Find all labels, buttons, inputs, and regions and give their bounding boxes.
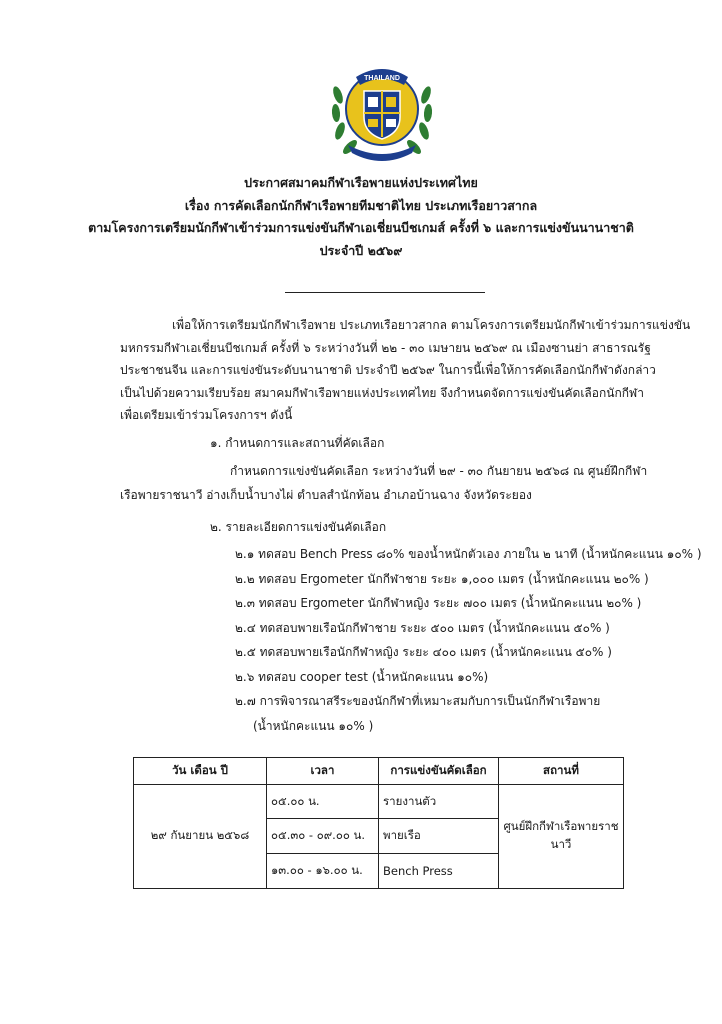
logo-banner-text: THAILAND — [364, 75, 400, 82]
rowing-association-seal-icon — [326, 55, 438, 167]
intro-paragraph — [120, 314, 690, 427]
list-item: ๒.๓ ทดสอบ Ergometer นักกีฬาหญิง ระยะ ๗๐๐ เมตร (น้ำหนักคะแนน ๒๐% ) — [235, 596, 642, 610]
intro-line: เพื่อให้การเตรียมนักกีฬาเรือพาย ประเภทเรือยาวสากล ตามโครงการเตรียมนักกีฬาเข้าร่วมการแข่งขัน — [172, 318, 691, 332]
table-header-row — [134, 758, 624, 785]
column-header-time: เวลา — [267, 758, 379, 785]
header-line-3: ตามโครงการเตรียมนักกีฬาเข้าร่วมการแข่งขันกีฬาเอเชี่ยนบีชเกมส์ ครั้งที่ ๖ และการแข่งขันนานาชาติ — [88, 220, 634, 235]
section-2-title: ๒. รายละเอียดการแข่งขันคัดเลือก — [210, 520, 387, 534]
list-item: ๒.๑ ทดสอบ Bench Press ๘๐% ของน้ำหนักตัวเอง ภายใน ๒ นาที (น้ำหนักคะแนน ๑๐% ) — [235, 547, 702, 561]
time-cell: ๐๕.๓๐ - ๐๙.๐๐ น. — [267, 819, 379, 854]
header-line-4: ประจำปี ๒๕๖๙ — [319, 242, 403, 258]
schedule-table — [133, 757, 624, 889]
announcement-header — [60, 172, 662, 262]
time-cell: ๑๓.๐๐ - ๑๖.๐๐ น. — [267, 854, 379, 889]
intro-line: ประชาชนจีน และการแข่งขันระดับนานาชาติ ประจำปี ๒๕๖๙ ในการนี้เพื่อให้การคัดเลือกนักกีฬาดังกล่าว — [120, 363, 656, 377]
section-1-line: เรือพายราชนาวี อ่างเก็บน้ำบางไผ่ ตำบลสำนักท้อน อำเภอบ้านฉาง จังหวัดระยอง — [120, 488, 532, 502]
header-line-2: เรื่อง การคัดเลือกนักกีฬาเรือพายทีมชาติไทย ประเภทเรือยาวสากล — [184, 197, 538, 213]
time-cell: ๐๕.๐๐ น. — [267, 784, 379, 819]
header-line-1: ประกาศสมาคมกีฬาเรือพายแห่งประเทศไทย — [244, 175, 478, 190]
list-item: ๒.๗ การพิจารณาสรีระของนักกีฬาที่เหมาะสมกับการเป็นนักกีฬาเรือพาย — [235, 694, 601, 708]
section-2-list — [235, 542, 702, 738]
column-header-date: วัน เดือน ปี — [134, 758, 267, 785]
list-item: ๒.๒ ทดสอบ Ergometer นักกีฬาชาย ระยะ ๑,๐๐๐ เมตร (น้ำหนักคะแนน ๒๐% ) — [235, 571, 649, 586]
list-item: ๒.๖ ทดสอบ cooper test (น้ำหนักคะแนน ๑๐%) — [235, 669, 489, 684]
event-cell: Bench Press — [379, 854, 499, 889]
column-header-place: สถานที่ — [499, 758, 624, 785]
intro-line: เป็นไปด้วยความเรียบร้อย สมาคมกีฬาเรือพายแห่งประเทศไทย จึงกำหนดจัดการแข่งขันคัดเลือกนักกีฬา — [120, 385, 644, 400]
list-item: ๒.๔ ทดสอบพายเรือนักกีฬาชาย ระยะ ๕๐๐ เมตร (น้ำหนักคะแนน ๕๐% ) — [235, 620, 610, 635]
intro-line: เพื่อเตรียมเข้าร่วมโครงการฯ ดังนี้ — [120, 408, 293, 422]
section-1-line: กำหนดการแข่งขันคัดเลือก ระหว่างวันที่ ๒๙ - ๓๐ กันยายน ๒๕๖๘ ณ ศูนย์ฝึกกีฬา — [230, 464, 648, 478]
header-divider — [285, 292, 485, 293]
section-1-title: ๑. กำหนดการและสถานที่คัดเลือก — [210, 436, 385, 450]
place-cell: ศูนย์ฝึกกีฬาเรือพายราชนาวี — [499, 784, 624, 888]
event-cell: รายงานตัว — [379, 784, 499, 819]
list-item: ๒.๕ ทดสอบพายเรือนักกีฬาหญิง ระยะ ๔๐๐ เมตร (น้ำหนักคะแนน ๕๐% ) — [235, 645, 612, 659]
date-cell: ๒๙ กันยายน ๒๕๖๘ — [134, 784, 267, 888]
table-row — [134, 784, 624, 819]
section-1-body — [120, 459, 647, 507]
column-header-event: การแข่งขันคัดเลือก — [379, 758, 499, 785]
intro-line: มหกรรมกีฬาเอเชี่ยนบีชเกมส์ ครั้งที่ ๖ ระหว่างวันที่ ๒๒ - ๓๐ เมษายน ๒๕๖๙ ณ เมืองซานย่า สาธารณรัฐ — [120, 340, 651, 355]
list-item-continuation: (น้ำหนักคะแนน ๑๐% ) — [253, 718, 374, 733]
event-cell: พายเรือ — [379, 819, 499, 854]
